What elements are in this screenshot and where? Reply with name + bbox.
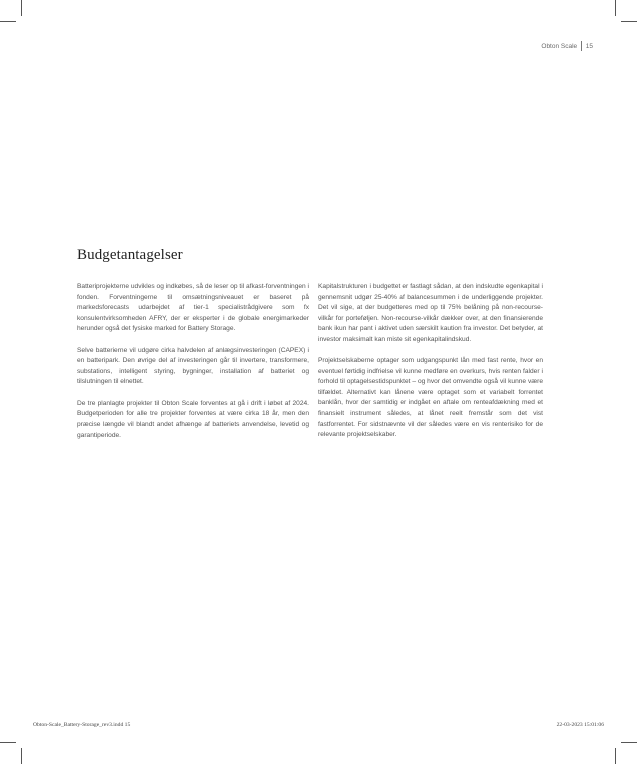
crop-mark [621, 742, 637, 743]
left-column [77, 282, 309, 452]
paragraph: Projektselskaberne optager som udgangspunkt lån med fast rente, hvor en eventuel førtidig indfrielse vil kunne medføre en overkurs, hvis renten falder i forhold til optagelsestidspunktet – og hvor det omvendte også vil kunne være tilfældet. Alternativt kan lånene være optaget som et variabelt forrentet banklån, hvor der samtidig er indgået en aftale om renteafdækning med et finansielt instrument således, at lånet reelt fremstår som det vist fastforrentet. For sidstnævnte vil der således være en vis renterisiko for de relevante projektselskaber. [318, 357, 543, 439]
footer-timestamp: 22-03-2023 15:01:06 [556, 722, 604, 728]
crop-mark [621, 21, 637, 22]
footer-file-info: Obton-Scale_Battery-Storage_rev3.indd 15 [33, 722, 131, 728]
paragraph: De tre planlagte projekter til Obton Scale forventes at gå i drift i løbet af 2024. Budgetperioden for alle tre projekter forventes at være cirka 18 år, men den præcise længde vil blandt andet afhænge af batteriets anvendelse, levetid og garantiperiode. [77, 399, 309, 439]
paragraph: Kapitalstrukturen i budgettet er fastlagt sådan, at den indskudte egenkapital i gennemsnit udgør 25-40% af balancesummen i de underliggende projekter. Det vil sige, at der budgetteres med op til 75% belåning på non-recourse-vilkår for porteføljen. Non-recourse-vilkår dækker over, at den finansierende bank ikun har pant i aktivet uden særskilt kaution fra investor. Det betyder, at investor maksimalt kan miste sit egenkapitalindskud. [318, 283, 543, 343]
right-column [318, 282, 543, 452]
paragraph: Selve batterierne vil udgøre cirka halvdelen af anlægsinvesteringen (CAPEX) i en batteripark. Den øvrige del af investeringen går til invertere, transformere, substations, intelligent styring, bygninger, installation af batteriet og tilslutningen til elnettet. [77, 346, 309, 386]
page-title: Budgetantagelser [77, 247, 183, 263]
crop-mark [615, 0, 616, 16]
crop-mark [21, 0, 22, 16]
crop-mark [21, 748, 22, 764]
header-section: Obton Scale [541, 42, 578, 50]
crop-mark [615, 748, 616, 764]
page-number: 15 [585, 42, 593, 50]
crop-mark [0, 21, 16, 22]
header-divider [581, 41, 582, 51]
paragraph: Batteriprojekterne udvikles og indkøbes, så de leser op til afkast-forventningen i fonden. Forventningerne til omsætningsniveauet er baseret på markedsforecasts udarbejdet af tier-1 specialistrådgivere som fx konsulentvirksomheden AFRY, der er eksperter i de globale energimarkeder herunder også det fysiske marked for Battery Storage. [77, 283, 310, 333]
running-header [541, 41, 593, 51]
crop-mark [0, 742, 16, 743]
